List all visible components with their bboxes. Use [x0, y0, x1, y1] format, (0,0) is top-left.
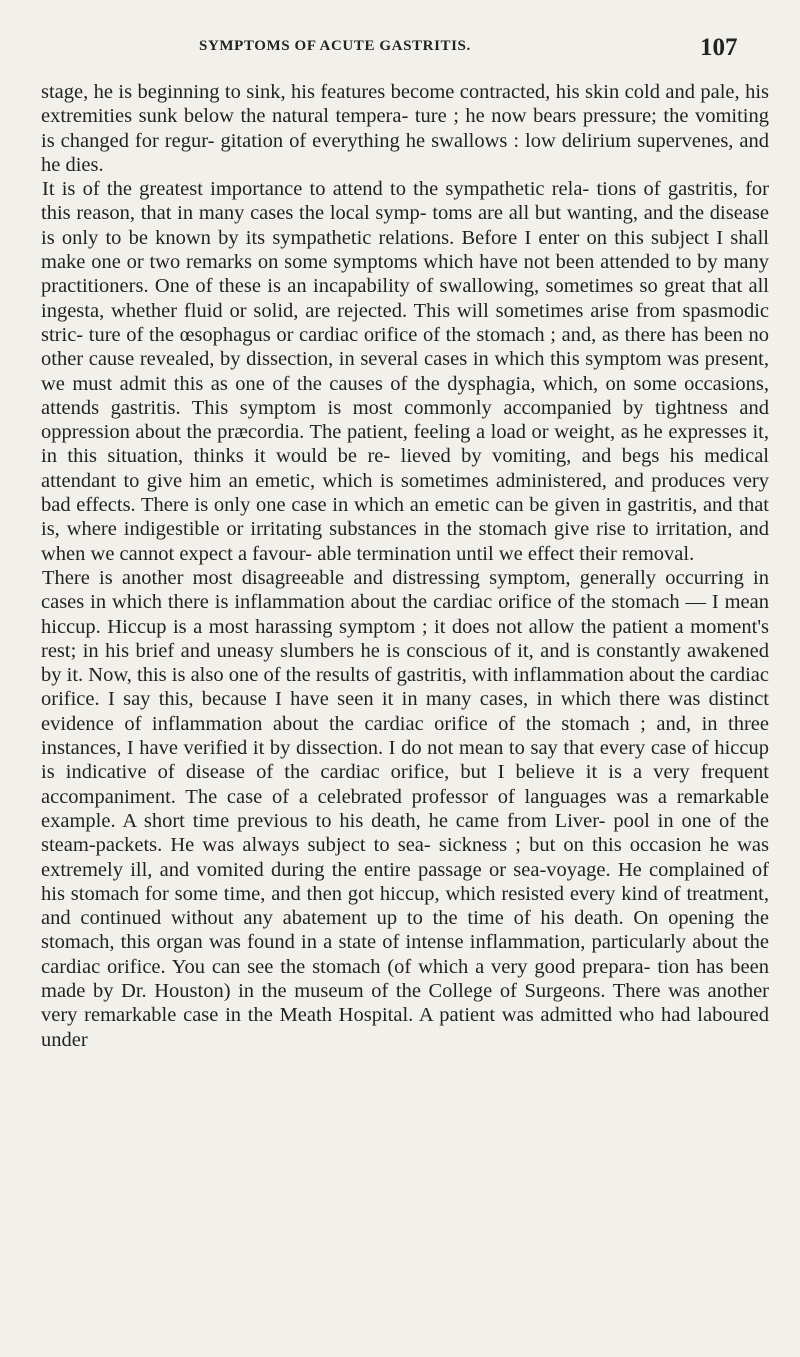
paragraph-3: There is another most disagreeable and distressing symptom, generally occurring in cases in which there is inflammation about the cardiac orifice of the stomach — I mean hiccup. Hiccup is a most harassing symptom ; it does not allow the patient a moment's rest; in his brief and uneasy slumbers he is conscious of it, and is constantly awakened by it. Now, this is also one of the results of gastritis, with inflammation about the cardiac orifice. I say this, because I have seen it in many cases, in which there was distinct evidence of inflammation about the cardiac orifice of the stomach ; and, in three instances, I have verified it by dissection. I do not mean to say that every case of hiccup is indicative of disease of the cardiac orifice, but I believe it is a very frequent accompaniment. The case of a celebrated professor of languages was a remarkable example. A short time previous to his death, he came from Liver- pool in one of the steam-packets. He was always subject to sea- sickness ; but on this occasion he was extremely ill, and vomited during the entire passage or sea-voyage. He complained of his stomach for some time, and then got hiccup, which resisted every kind of treatment, and continued without any abatement up to the time of his death. On opening the stomach, this organ was found in a state of intense inflammation, particularly about the cardiac orifice. You can see the stomach (of which a very good prepara- tion has been made by Dr. Houston) in the museum of the College of Surgeons. There was another very remarkable case in the Meath Hospital. A patient was admitted who had laboured under — [41, 566, 769, 1051]
paragraph-1: stage, he is beginning to sink, his features become contracted, his skin cold and pale, his extremities sunk below the natural tempera- ture ; he now bears pressure; the vomiting is changed for regur- gitation of everything he swallows : low delirium supervenes, and he dies. — [41, 81, 769, 176]
paragraph-2: It is of the greatest importance to attend to the sympathetic rela- tions of gastritis, for this reason, that in many cases the local symp- toms are all but wanting, and the disease is only to be known by its sympathetic relations. Before I enter on this subject I shall make one or two remarks on some symptoms which have not been attended to by many practitioners. One of these is an incapability of swallowing, sometimes so great that all ingesta, whether fluid or solid, are rejected. This will sometimes arise from spasmodic stric- ture of the œsophagus or cardiac orifice of the stomach ; and, as there has been no other cause revealed, by dissection, in several cases in which this symptom was present, we must admit this as one of the causes of the dysphagia, which, on some occasions, attends gastritis. This symptom is most commonly accompanied by tightness and oppression about the præcordia. The patient, feeling a load or weight, as he expresses it, in this situation, thinks it would be re- lieved by vomiting, and begs his medical attendant to give him an emetic, which is sometimes administered, and produces very bad effects. There is only one case in which an emetic can be given in gastritis, and that is, where indigestible or irritating substances in the stomach give rise to irritation, and when we cannot expect a favour- able termination until we effect their removal. — [41, 178, 769, 565]
page-number: 107 — [700, 34, 738, 61]
running-head — [41, 34, 770, 80]
running-title: SYMPTOMS OF ACUTE GASTRITIS. — [199, 38, 471, 54]
body-text — [41, 80, 769, 1052]
